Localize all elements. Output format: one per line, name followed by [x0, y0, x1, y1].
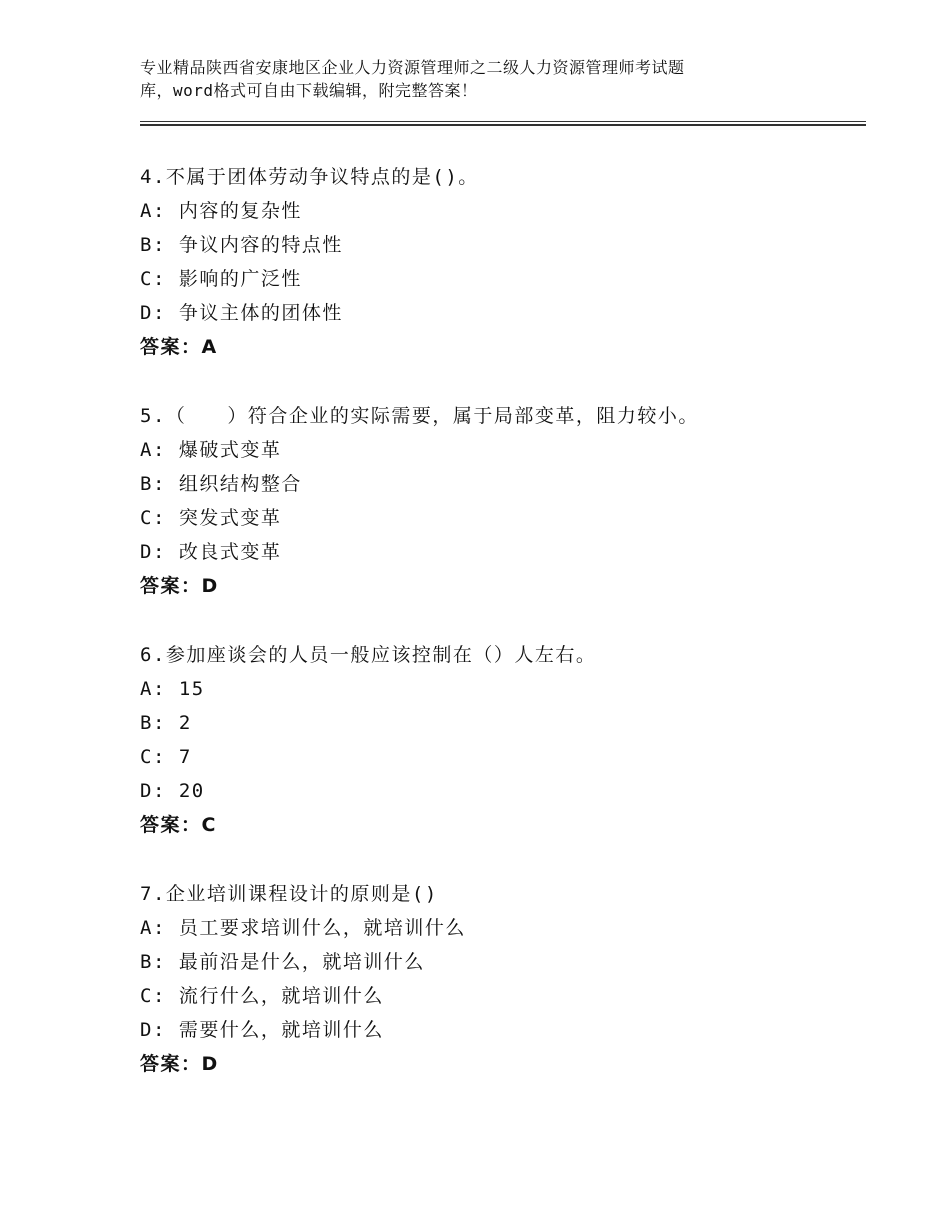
answer-label: 答案：D: [140, 575, 219, 597]
option-d: D: 改良式变革: [140, 541, 282, 563]
question-stem: 4.不属于团体劳动争议特点的是()。: [140, 166, 479, 188]
question-6: [140, 638, 860, 842]
question-4: [140, 160, 860, 364]
option-c: C: 流行什么，就培训什么: [140, 985, 384, 1007]
option-c: C: 影响的广泛性: [140, 268, 302, 290]
option-b: B: 最前沿是什么，就培训什么: [140, 951, 425, 973]
option-c: C: 7: [140, 746, 192, 768]
header-divider-thick: [140, 124, 866, 126]
option-b: B: 争议内容的特点性: [140, 234, 343, 256]
option-b: B: 组织结构整合: [140, 473, 302, 495]
answer-label: 答案：A: [140, 336, 218, 358]
option-d: D: 争议主体的团体性: [140, 302, 343, 324]
question-5: [140, 399, 860, 603]
option-a: A: 员工要求培训什么，就培训什么: [140, 917, 466, 939]
question-7: [140, 877, 860, 1081]
header-divider-thin: [140, 121, 866, 122]
answer-label: 答案：D: [140, 1053, 219, 1075]
option-a: A: 内容的复杂性: [140, 200, 302, 222]
header-title-line-1: 专业精品陕西省安康地区企业人力资源管理师之二级人力资源管理师考试题: [140, 58, 685, 77]
question-stem: 7.企业培训课程设计的原则是(): [140, 883, 438, 905]
option-c: C: 突发式变革: [140, 507, 282, 529]
question-stem: 5.（ ）符合企业的实际需要，属于局部变革，阻力较小。: [140, 405, 699, 427]
question-stem: 6.参加座谈会的人员一般应该控制在（）人左右。: [140, 644, 597, 666]
option-d: D: 20: [140, 780, 205, 802]
answer-label: 答案：C: [140, 814, 217, 836]
header-title-line-2: 库，word格式可自由下载编辑，附完整答案！: [140, 81, 478, 100]
option-a: A: 爆破式变革: [140, 439, 282, 461]
option-d: D: 需要什么，就培训什么: [140, 1019, 384, 1041]
option-b: B: 2: [140, 712, 192, 734]
option-a: A: 15: [140, 678, 205, 700]
document-header: [140, 56, 840, 102]
